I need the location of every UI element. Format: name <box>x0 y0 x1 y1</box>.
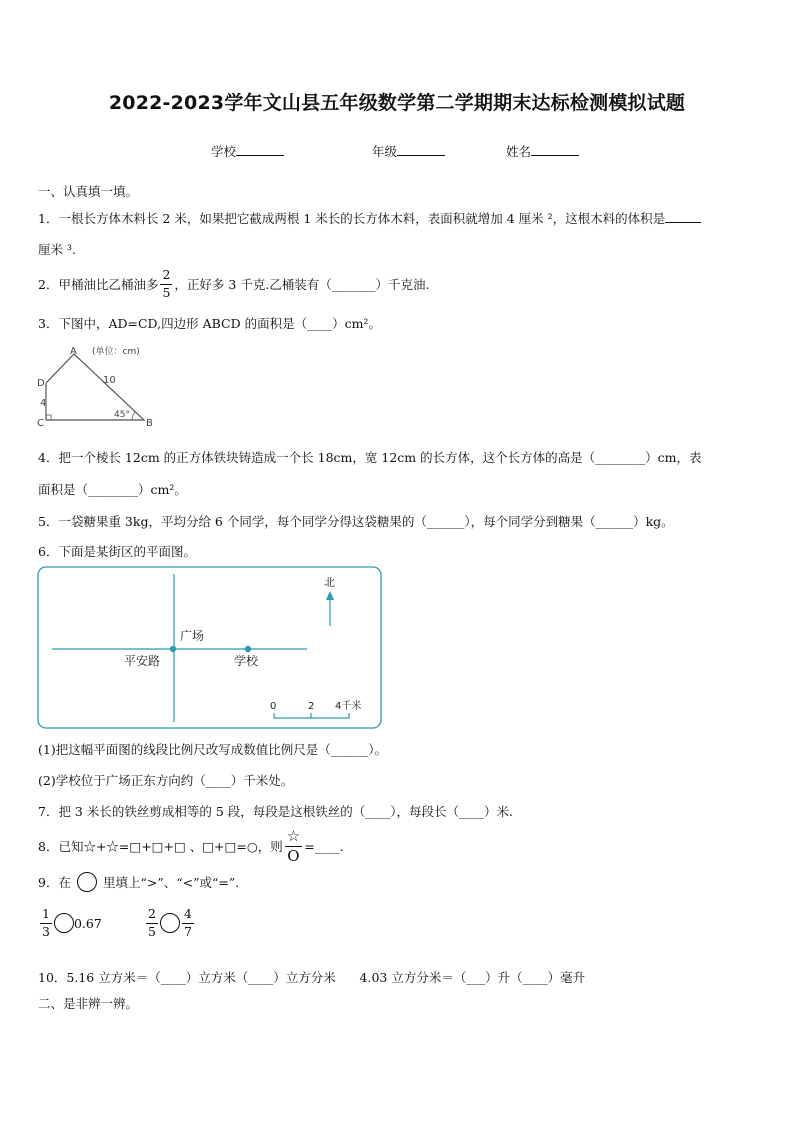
grade-label: 年级 <box>372 144 398 159</box>
fraction-numerator: 1 <box>40 908 52 924</box>
school-point <box>245 646 251 652</box>
fraction-two-fifths <box>160 269 172 299</box>
question-4-line1: 4．把一个棱长 12cm 的正方体铁块铸造成一个长 18cm，宽 12cm 的长方体，这个长方体的高是（________）cm，表 <box>38 450 702 465</box>
question-2 <box>38 266 430 302</box>
street-map <box>37 566 383 730</box>
question-6-sub2: (2)学校位于广场正东方向约（____）千米处。 <box>38 773 294 788</box>
label-a: A <box>70 346 77 357</box>
question-6: 6．下面是某街区的平面图。 <box>38 544 196 559</box>
question-8-post: =____. <box>304 838 344 854</box>
fraction-denominator: 3 <box>42 923 50 939</box>
scale-label-2: 2 <box>308 701 315 712</box>
fraction-numerator: 2 <box>146 908 158 924</box>
question-1-text: 1．一根长方体木料长 2 米，如果把它截成两根 1 米长的长方体木料，表面积就增加 4 厘米 ²，这根木料的体积是 <box>38 211 666 226</box>
grade-field <box>372 142 445 160</box>
label-d: D <box>37 378 45 389</box>
section-heading-2: 二、是非辨一辨。 <box>38 996 139 1011</box>
label-b: B <box>146 418 153 429</box>
question-2-post: ，正好多 3 千克.乙桶装有（_______）千克油. <box>174 277 430 292</box>
fraction-denominator: 5 <box>148 923 156 939</box>
question-6-sub1: (1)把这幅平面图的线段比例尺改写成数值比例尺是（______）。 <box>38 742 387 757</box>
scale-label-0: 0 <box>270 701 277 712</box>
side-ab-label: 10 <box>103 375 116 386</box>
question-9 <box>38 872 239 892</box>
school-field <box>211 142 284 160</box>
section-heading-1: 一、认真填一填。 <box>38 184 139 199</box>
fraction-numerator: ☆ <box>286 826 301 845</box>
north-label: 北 <box>324 576 335 589</box>
question-8-pre: 8．已知☆+☆=□+□+□ 、□+□=○，则 <box>38 839 283 854</box>
name-field <box>506 142 579 160</box>
page-title: 2022-2023学年文山县五年级数学第二学期期末达标检测模拟试题 <box>108 92 686 114</box>
school-label: 学校 <box>234 654 259 668</box>
angle-label: 45° <box>114 410 130 420</box>
question-9-pre: 9．在 <box>38 875 71 890</box>
map-border <box>38 567 381 728</box>
trapezoid-figure <box>34 342 174 434</box>
question-2-pre: 2．甲桶油比乙桶油多 <box>38 277 159 292</box>
fraction-two-fifths <box>146 908 158 938</box>
star-over-circle-fraction <box>285 826 302 865</box>
scale-label-4km: 4千米 <box>335 701 362 712</box>
fraction-denominator: 5 <box>162 284 171 300</box>
road-label: 平安路 <box>124 654 161 668</box>
fraction-four-sevenths <box>182 908 194 938</box>
compare-item-1 <box>38 908 102 938</box>
right-angle-mark <box>46 415 51 420</box>
label-c: C <box>37 418 44 429</box>
angle-arc <box>132 412 135 420</box>
question-4-line2: 面积是（________）cm²。 <box>38 482 187 497</box>
plaza-point <box>170 646 176 652</box>
question-5: 5．一袋糖果重 3kg，平均分给 6 个同学，每个同学分得这袋糖果的（______），每个同学分到糖果（______）kg。 <box>38 514 674 529</box>
compare-circle-icon <box>77 872 97 892</box>
fraction-numerator: 2 <box>160 269 172 285</box>
question-10: 10．5.16 立方米＝（____）立方米（____）立方分米 4.03 立方分米＝（___）升（____）毫升 <box>38 970 586 985</box>
question-3: 3．下图中，AD=CD,四边形 ABCD 的面积是（____）cm²。 <box>38 316 381 331</box>
plaza-label: 广场 <box>180 629 205 643</box>
fraction-denominator: O <box>287 846 300 865</box>
question-9-post: 里填上“>”、“<”或“=”. <box>102 875 240 890</box>
compare-value: 0.67 <box>73 915 102 931</box>
name-label: 姓名 <box>506 144 532 159</box>
fraction-numerator: 4 <box>182 908 194 924</box>
fraction-one-third <box>40 908 52 938</box>
fraction-denominator: 7 <box>183 923 192 939</box>
question-8 <box>38 828 344 864</box>
compare-circle-icon[interactable] <box>160 913 180 933</box>
school-label: 学校 <box>211 144 237 159</box>
side-cd-label: 4 <box>40 398 47 409</box>
compare-item-2 <box>144 908 196 938</box>
question-1-line2: 厘米 ³. <box>38 242 76 257</box>
question-1-line1 <box>38 209 701 227</box>
question-7: 7．把 3 米长的铁丝剪成相等的 5 段，每段是这根铁丝的（____），每段长（____）米. <box>38 804 513 819</box>
unit-label: (单位：cm) <box>92 347 140 357</box>
compare-circle-icon[interactable] <box>54 913 74 933</box>
